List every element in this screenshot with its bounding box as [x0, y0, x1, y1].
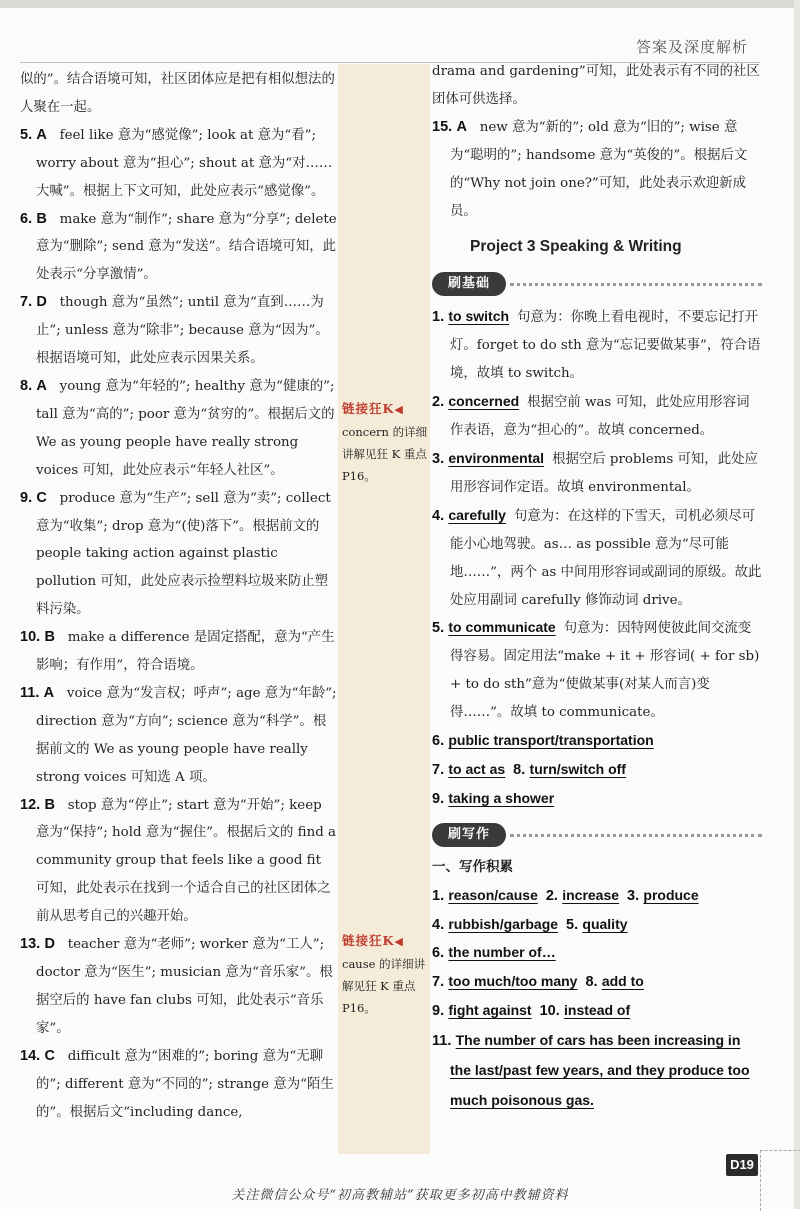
right-column — [432, 58, 762, 1116]
link-note-cause — [342, 930, 428, 1019]
item-explanation: 句意为：你晚上看电视时，不要忘记打开灯。forget to do sth 意为“忘记要做某事”，符合语境，故填 to switch。 — [450, 310, 761, 382]
answer-item-15 — [432, 114, 762, 226]
link-note-text: concern 的详细讲解见狂 K 重点 P16。 — [342, 425, 428, 483]
basic-item-9: 9. taking a shower — [432, 789, 555, 807]
item-answer: to act as — [448, 760, 506, 777]
writing-items-1-3: 1. reason/cause 2. increase 3. produce — [432, 886, 699, 904]
item-explanation: though 意为“虽然”; until 意为“直到……为止”; unless 意为“除非”; because 意为“因为”。根据语境可知，此处应表示因果关系。 — [36, 295, 329, 367]
left-column — [20, 66, 338, 1126]
pointer-triangle-icon: ◀ — [394, 935, 403, 948]
item-number: 2. — [432, 394, 445, 411]
item-answer: A — [36, 377, 47, 394]
link-note-title: 链接狂K — [342, 933, 395, 948]
item-explanation: teacher 意为“老师”; worker 意为“工人”; doctor 意为“医生”; musician 意为“音乐家”。根据空后的 have fan clubs 可知，此处表示“音乐家”。 — [36, 937, 333, 1036]
answer-item-7 — [20, 289, 338, 373]
item-explanation: 句意为：因特网使彼此间交流变得容易。固定用法“make + it + 形容词( + for sb) + to do sth”意为“使做某事(对某人而言)变得……”。故填 to communicate。 — [450, 621, 760, 721]
answer-item-12 — [20, 792, 338, 932]
item-explanation: voice 意为“发言权；呼声”; age 意为“年龄”; direction 意为“方向”; science 意为“科学”。根据前文的 We as young people have really strong voices 可知选 A 项。 — [36, 685, 337, 785]
item-answer: D — [36, 294, 47, 311]
item-number: 10. — [20, 629, 41, 646]
item-number: 14. — [20, 1047, 41, 1064]
item-answer: environmental — [448, 449, 545, 466]
page-header: 答案及深度解析 — [635, 38, 748, 56]
item-answer: concerned — [448, 393, 520, 410]
item-answer: to switch — [448, 308, 510, 325]
item-number: 8. — [20, 377, 33, 394]
page-right-edge — [794, 0, 800, 1209]
item-answer: fight against — [448, 1002, 532, 1019]
answer-item-14 — [20, 1043, 338, 1127]
item-answer: C — [36, 489, 47, 506]
item-answer: to communicate — [448, 619, 556, 636]
writing-subheading: 一、写作积累 — [432, 858, 513, 875]
item-answer: too much/too many — [448, 973, 578, 990]
item-answer: C — [44, 1047, 55, 1064]
item-number: 5. — [432, 620, 445, 637]
item-explanation: 根据空前 was 可知，此处应用形容词作表语，意为“担心的”。故填 concerned。 — [450, 395, 750, 439]
item-answer: A — [43, 684, 55, 701]
item-answer: rubbish/garbage — [448, 915, 559, 932]
item-number: 7. — [20, 294, 33, 311]
answer-item-continued: 似的”。结合语境可知，社区团体应是把有相似想法的人聚在一起。 — [20, 72, 335, 115]
item-number: 11. — [20, 684, 40, 701]
item-answer: The number of cars has been increasing in the last/past few years, and they produce too much poisonous gas. — [450, 1032, 750, 1108]
item-answer: taking a shower — [448, 789, 555, 806]
item-number: 6. — [20, 210, 33, 227]
item-explanation: produce 意为“生产”; sell 意为“卖”; collect 意为“收集”; drop 意为“(使)落下”。根据前文的 people taking action against plastic pollution 可知，此处应表示捡塑料垃圾来防止塑料污染。 — [36, 490, 331, 618]
item-explanation: 句意为：在这样的下雪天，司机必须尽可能小心地驾驶。as… as possible 意为“尽可能地……”，两个 as 中间用形容词或副词的原级。故此处应用副词 carefully 修饰动词 drive。 — [450, 508, 762, 608]
answer-item-continued: drama and gardening”可知，此处表示有不同的社区团体可供选择。 — [432, 64, 760, 107]
page-number: D19 — [726, 1154, 758, 1176]
link-note-concern — [342, 398, 428, 487]
item-answer: add to — [601, 973, 644, 990]
answer-item-9 — [20, 485, 338, 625]
item-number: 1. — [432, 309, 445, 326]
writing-item-11: 11. The number of cars has been increasing in the last/past few years, and they produce too much poisonous gas. — [432, 1032, 750, 1108]
basic-item-7-8: 7. to act as 8. turn/switch off — [432, 760, 626, 778]
item-explanation: make 意为“制作”; share 意为“分享”; delete 意为“删除”; send 意为“发送”。结合语境可知，此处表示“分享激情”。 — [36, 211, 337, 283]
item-answer: increase — [562, 886, 620, 903]
item-answer: carefully — [448, 506, 506, 523]
item-answer: instead of — [564, 1002, 631, 1019]
dotted-rule — [510, 283, 762, 286]
project-title: Project 3 Speaking & Writing — [470, 238, 682, 256]
answer-item-11 — [20, 680, 338, 792]
item-explanation: stop 意为“停止”; start 意为“开始”; keep 意为“保持”; hold 意为“握住”。根据后文的 find a community group that feels like a good fit 可知，此处表示在找到一个适合自己的社区团体之前从思考自己的兴趣开始。 — [36, 797, 337, 925]
section-badge-basic: 刷基础 — [432, 272, 506, 296]
item-explanation: new 意为“新的”; old 意为“旧的”; wise 意为“聪明的”; handsome 意为“英俊的”。根据后文的“Why not join one?”可知，此处表示欢迎新成员。 — [450, 119, 748, 219]
footer-promo: 关注微信公众号“初高教辅站”获取更多初高中教辅资料 — [231, 1188, 569, 1203]
item-explanation: 根据空后 problems 可知，此处应用形容词作定语。故填 environmental。 — [450, 451, 758, 495]
dotted-rule — [510, 834, 762, 837]
link-note-text: cause 的详细讲解见狂 K 重点 P16。 — [342, 957, 426, 1015]
section-badge-writing: 刷写作 — [432, 823, 506, 847]
writing-item-6: 6. the number of… — [432, 944, 556, 962]
item-number: 15. — [432, 118, 453, 135]
item-number: 13. — [20, 936, 41, 953]
item-answer: quality — [582, 915, 628, 932]
section-basic-header — [432, 267, 762, 301]
basic-item-2 — [432, 388, 762, 445]
item-answer: the number of… — [448, 944, 556, 961]
item-number: 3. — [432, 450, 445, 467]
item-answer: B — [36, 210, 47, 227]
answer-item-5 — [20, 122, 338, 206]
item-explanation: young 意为“年轻的”; healthy 意为“健康的”; tall 意为“高的”; poor 意为“贫穷的”。根据后文的 We as young people have really strong voices 可知，此处应表示“年轻人社区”。 — [36, 378, 335, 478]
pointer-triangle-icon: ◀ — [394, 403, 403, 416]
writing-items-4-5: 4. rubbish/garbage 5. quality — [432, 915, 628, 933]
section-writing-header — [432, 818, 762, 852]
basic-item-6: 6. public transport/transportation — [432, 732, 654, 750]
item-answer: D — [44, 936, 55, 953]
answer-item-6 — [20, 206, 338, 290]
item-answer: public transport/transportation — [448, 732, 654, 749]
basic-item-4 — [432, 502, 762, 615]
writing-items-7-8: 7. too much/too many 8. add to — [432, 973, 644, 991]
item-answer: A — [36, 126, 47, 143]
item-answer: turn/switch off — [529, 760, 626, 777]
item-explanation: make a difference 是固定搭配，意为“产生影响；有作用”，符合语境。 — [36, 630, 335, 674]
item-answer: reason/cause — [448, 886, 538, 903]
item-answer: B — [44, 629, 55, 646]
item-answer: B — [44, 796, 55, 813]
item-number: 4. — [432, 507, 445, 524]
item-number: 9. — [20, 489, 33, 506]
writing-items-9-10: 9. fight against 10. instead of — [432, 1002, 631, 1020]
answer-item-10 — [20, 624, 338, 680]
link-note-title: 链接狂K — [342, 401, 395, 416]
item-explanation: difficult 意为“困难的”; boring 意为“无聊的”; different 意为“不同的”; strange 意为“陌生的”。根据后文“including dance, — [36, 1048, 334, 1120]
item-explanation: feel like 意为“感觉像”; look at 意为“看”; worry about 意为“担心”; shout at 意为“对……大喊”。根据上下文可知，此处应表示“感觉像”。 — [36, 127, 333, 199]
answer-item-8 — [20, 373, 338, 485]
basic-item-5 — [432, 614, 762, 727]
item-number: 5. — [20, 126, 33, 143]
item-number: 12. — [20, 796, 41, 813]
answer-item-13 — [20, 931, 338, 1043]
item-answer: A — [456, 118, 467, 135]
basic-item-1 — [432, 303, 762, 388]
item-answer: produce — [643, 886, 699, 903]
page-top-edge — [0, 0, 800, 8]
basic-item-3 — [432, 445, 762, 502]
